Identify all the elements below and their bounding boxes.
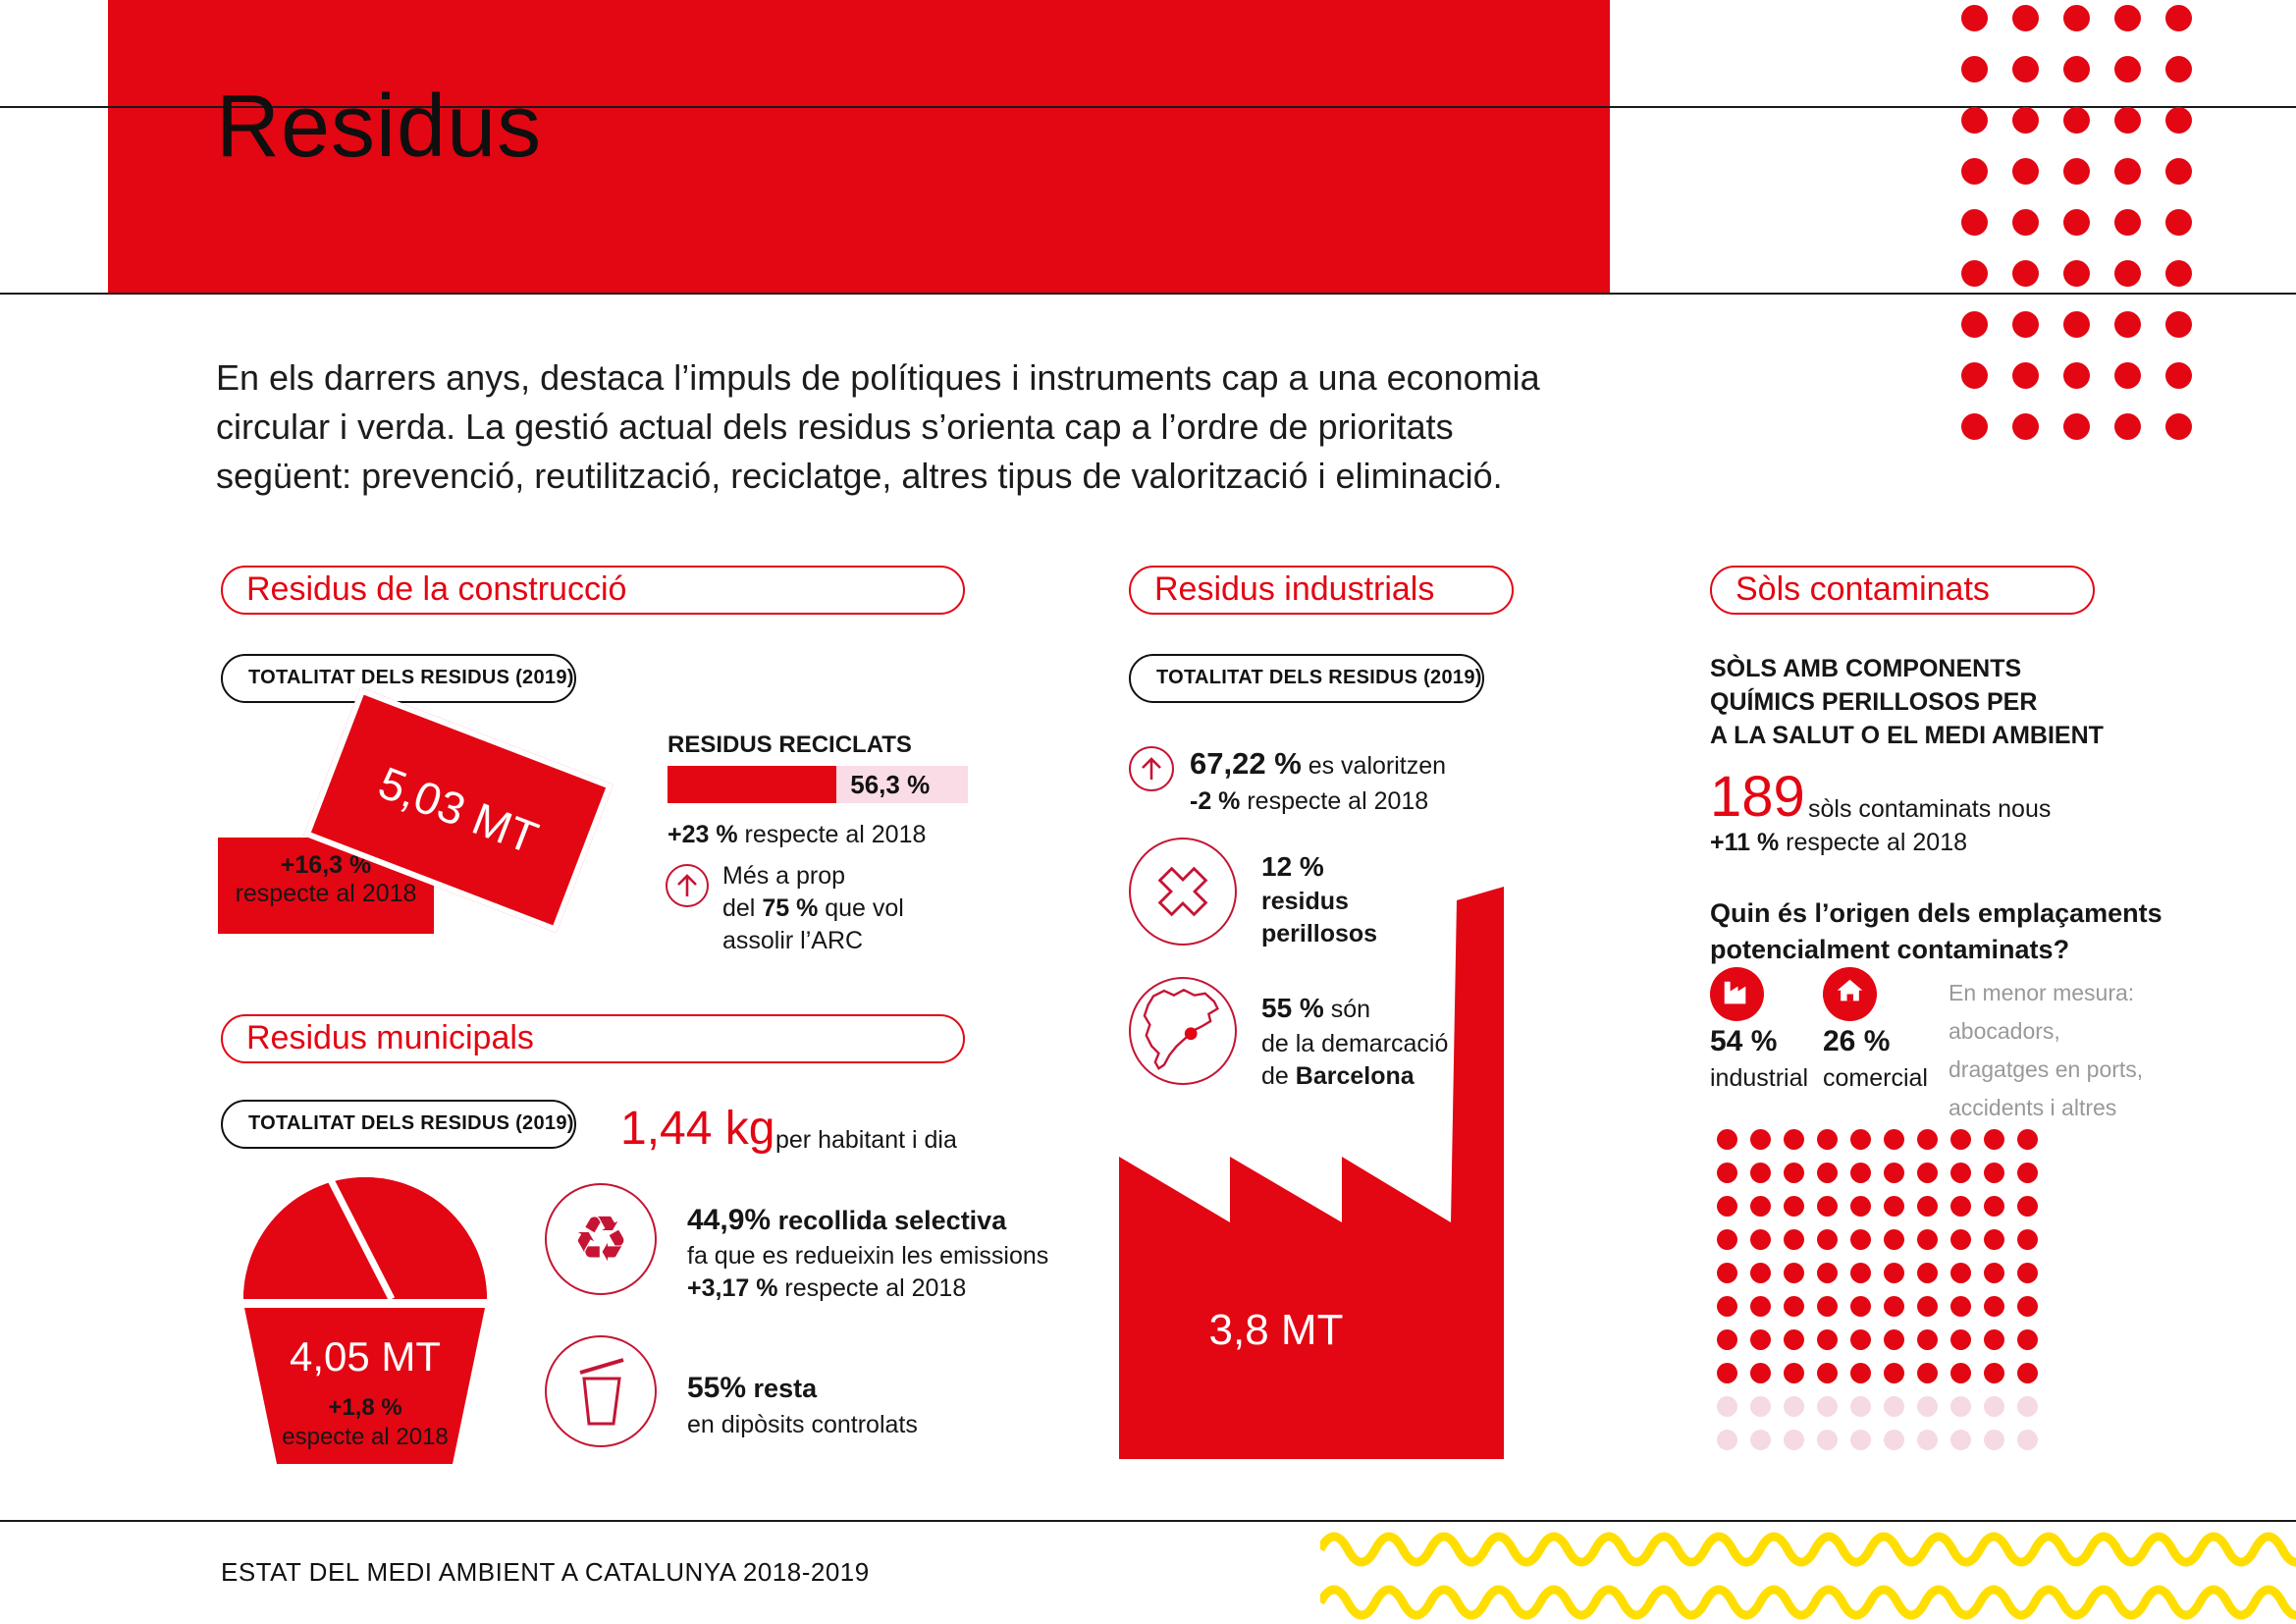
soils-delta: +11 % respecte al 2018 <box>1710 829 1967 856</box>
selective-delta: +3,17 % respecte al 2018 <box>687 1274 967 1302</box>
rest-fraction-text <box>687 1369 918 1441</box>
selective-line2: fa que es redueixin les emissions <box>687 1242 1049 1270</box>
home-badge-icon <box>1823 967 1877 1021</box>
badge-total-municipal: TOTALITAT DELS RESIDUS (2019) <box>221 1100 576 1149</box>
bcn-line2: de la demarcació <box>1261 1030 1449 1057</box>
industrial-label: industrial <box>1710 1064 1809 1092</box>
section-title-construction: Residus de la construcció <box>221 566 965 615</box>
industrial-pct: 54 % <box>1710 1025 1778 1057</box>
origin-question: Quin és l’origen dels emplaçaments potencialment contaminats? <box>1710 898 2163 964</box>
selective-collection-text <box>687 1202 1048 1305</box>
section-title-municipal: Residus municipals <box>221 1014 965 1063</box>
trend-up-icon <box>1129 746 1174 791</box>
intro-line: circular i verda. La gestió actual dels residus s’orienta cap a l’ordre de prioritats <box>216 406 1454 447</box>
divider-line-footer <box>0 1520 2296 1522</box>
bcn-line3: de Barcelona <box>1261 1062 1415 1090</box>
new-sites-caption: sòls contaminats nous <box>1808 795 2052 823</box>
intro-paragraph <box>216 353 1540 501</box>
construction-delta-caption: respecte al 2018 <box>235 880 417 907</box>
badge-total-industrial: TOTALITAT DELS RESIDUS (2019) <box>1129 654 1484 703</box>
intro-line: següent: prevenció, reutilització, reciclatge, altres tipus de valorització i eliminació. <box>216 456 1503 496</box>
intro-line: En els darrers anys, destaca l’impuls de polítiques i instruments cap a una economia <box>216 357 1540 398</box>
industrial-total-value: 3,8 MT <box>1208 1306 1344 1354</box>
construction-target-text <box>722 860 904 957</box>
valorized-delta: -2 % respecte al 2018 <box>1190 787 1429 815</box>
bcn-headline: 55 % són <box>1261 993 1371 1023</box>
section-title-soils: Sòls contaminats <box>1710 566 2095 615</box>
decor-dot-grid-top <box>1949 0 2204 452</box>
new-sites-value: 189 <box>1710 765 1805 829</box>
recycled-delta-caption: respecte al 2018 <box>737 821 927 848</box>
rest-line2: en dipòsits controlats <box>687 1411 918 1438</box>
recycled-bar-label: 56,3 % <box>850 770 931 799</box>
page-title: Residus <box>216 78 543 176</box>
recycled-title: RESIDUS RECICLATS <box>667 731 912 758</box>
hazardous-line2: residus <box>1261 888 1349 915</box>
commercial-label: comercial <box>1823 1064 1928 1092</box>
recycled-delta <box>667 819 926 851</box>
rest-headline: 55% resta <box>687 1372 818 1404</box>
soils-description: SÒLS AMB COMPONENTS QUÍMICS PERILLOSOS PER A LA SALUT O EL MEDI AMBIENT <box>1710 655 2104 749</box>
origins-waffle-chart <box>1710 1122 2044 1456</box>
section-title-industrial: Residus industrials <box>1129 566 1514 615</box>
recycled-bar <box>667 766 968 803</box>
construction-delta-value: +16,3 % <box>280 851 372 879</box>
target-line: assolir l’ARC <box>722 927 864 954</box>
minor-origins-text: En menor mesura: abocadors, dragatges en ports, accidents i altres <box>1949 980 2144 1120</box>
municipal-total-value: 4,05 MT <box>289 1333 442 1380</box>
hazardous-value: 12 % <box>1261 851 1324 882</box>
industrial-factory-figure <box>1119 882 1504 1461</box>
commercial-pct: 26 % <box>1823 1025 1891 1057</box>
municipal-delta-caption: especte al 2018 <box>282 1424 449 1450</box>
target-line: Més a prop <box>722 862 846 890</box>
badge-total-construction: TOTALITAT DELS RESIDUS (2019) <box>221 654 576 703</box>
target-line: del 75 % que vol <box>722 894 904 922</box>
decor-waves <box>1320 1528 2296 1624</box>
selective-headline: 44,9% recollida selectiva <box>687 1204 1007 1236</box>
recycle-icon: ♻ <box>545 1183 657 1295</box>
hazardous-line3: perillosos <box>1261 920 1378 947</box>
industry-badge-icon <box>1710 967 1764 1021</box>
trend-up-icon <box>666 864 709 907</box>
per-capita-caption: per habitant i dia <box>775 1126 957 1154</box>
valorized-text <box>1190 744 1446 818</box>
construction-total-value: 5,03 MT <box>371 756 546 864</box>
per-capita-value: 1,44 kg <box>620 1103 775 1155</box>
recycled-delta-value: +23 % <box>667 821 738 848</box>
trash-bin-icon <box>545 1335 657 1447</box>
municipal-delta-value: +1,8 % <box>328 1394 402 1421</box>
recycled-bar-fill <box>667 766 836 803</box>
valorized-headline: 67,22 % es valoritzen <box>1190 746 1447 781</box>
footer-report-title: ESTAT DEL MEDI AMBIENT A CATALUNYA 2018-2019 <box>221 1557 870 1587</box>
